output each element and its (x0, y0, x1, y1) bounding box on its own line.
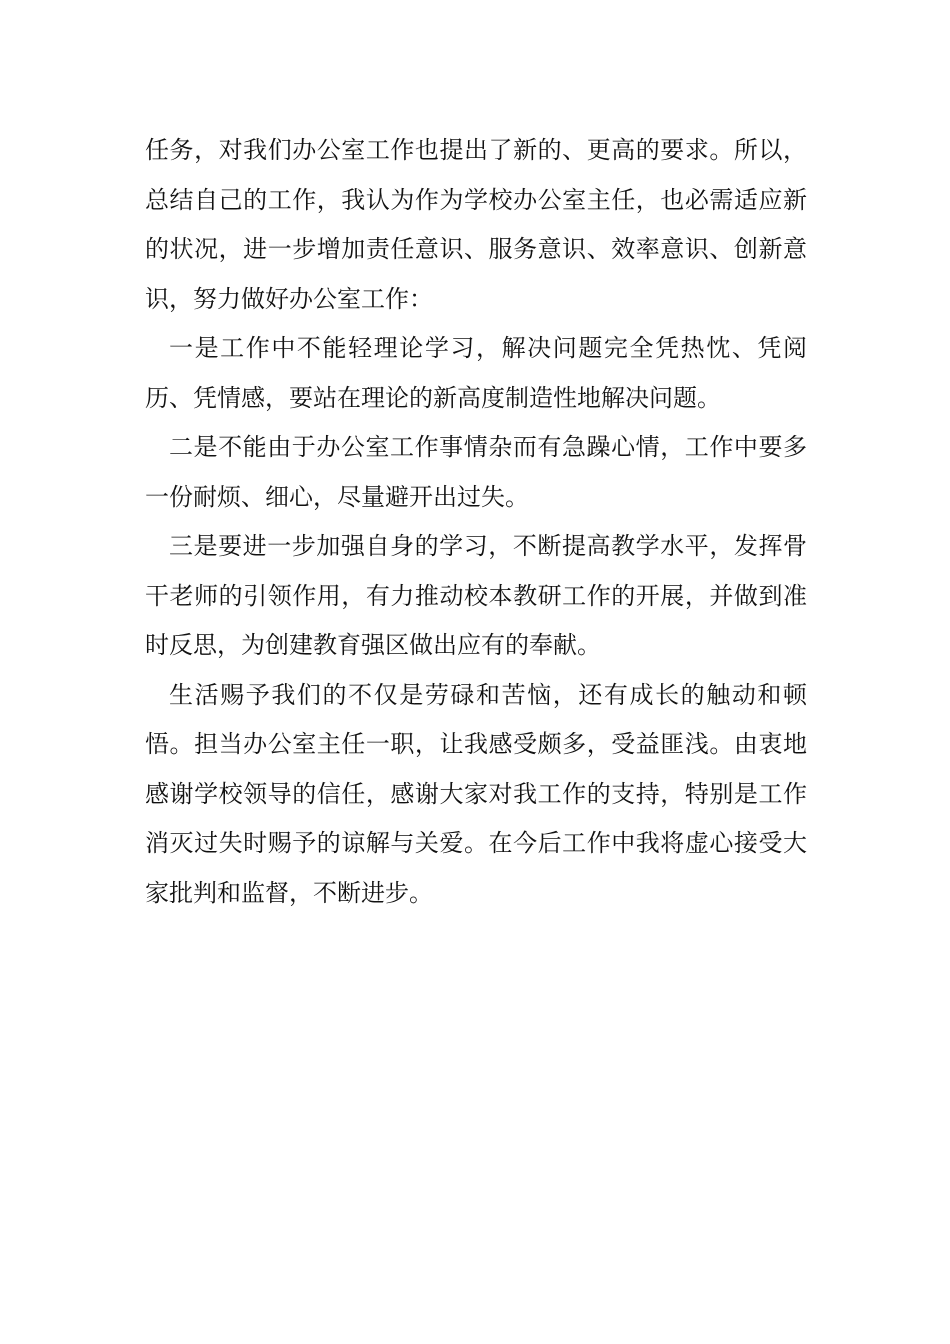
paragraph-closing: 生活赐予我们的不仅是劳碌和苦恼，还有成长的触动和顿悟。担当办公室主任一职，让我感受颇多，受益匪浅。由衷地感谢学校领导的信任，感谢大家对我工作的支持，特别是工作消灭过失时赐予的谅解与关爱。在今后工作中我将虚心接受大家批判和监督，不断进步。 (145, 680, 807, 907)
document-page (145, 126, 807, 918)
paragraph-point-one: 一是工作中不能轻理论学习，解决问题完全凭热忱、凭阅历、凭情感，要站在理论的新高度制造性地解决问题。 (145, 334, 807, 412)
paragraph-point-three: 三是要进一步加强自身的学习，不断提高教学水平，发挥骨干老师的引领作用，有力推动校本教研工作的开展，并做到准时反思，为创建教育强区做出应有的奉献。 (145, 532, 807, 659)
paragraph-point-two: 二是不能由于办公室工作事情杂而有急躁心情，工作中要多一份耐烦、细心，尽量避开出过失。 (145, 433, 807, 511)
paragraph-continuation: 任务，对我们办公室工作也提出了新的、更高的要求。所以，总结自己的工作，我认为作为学校办公室主任，也必需适应新的状况，进一步增加责任意识、服务意识、效率意识、创新意识，努力做好办公室工作： (145, 136, 807, 313)
